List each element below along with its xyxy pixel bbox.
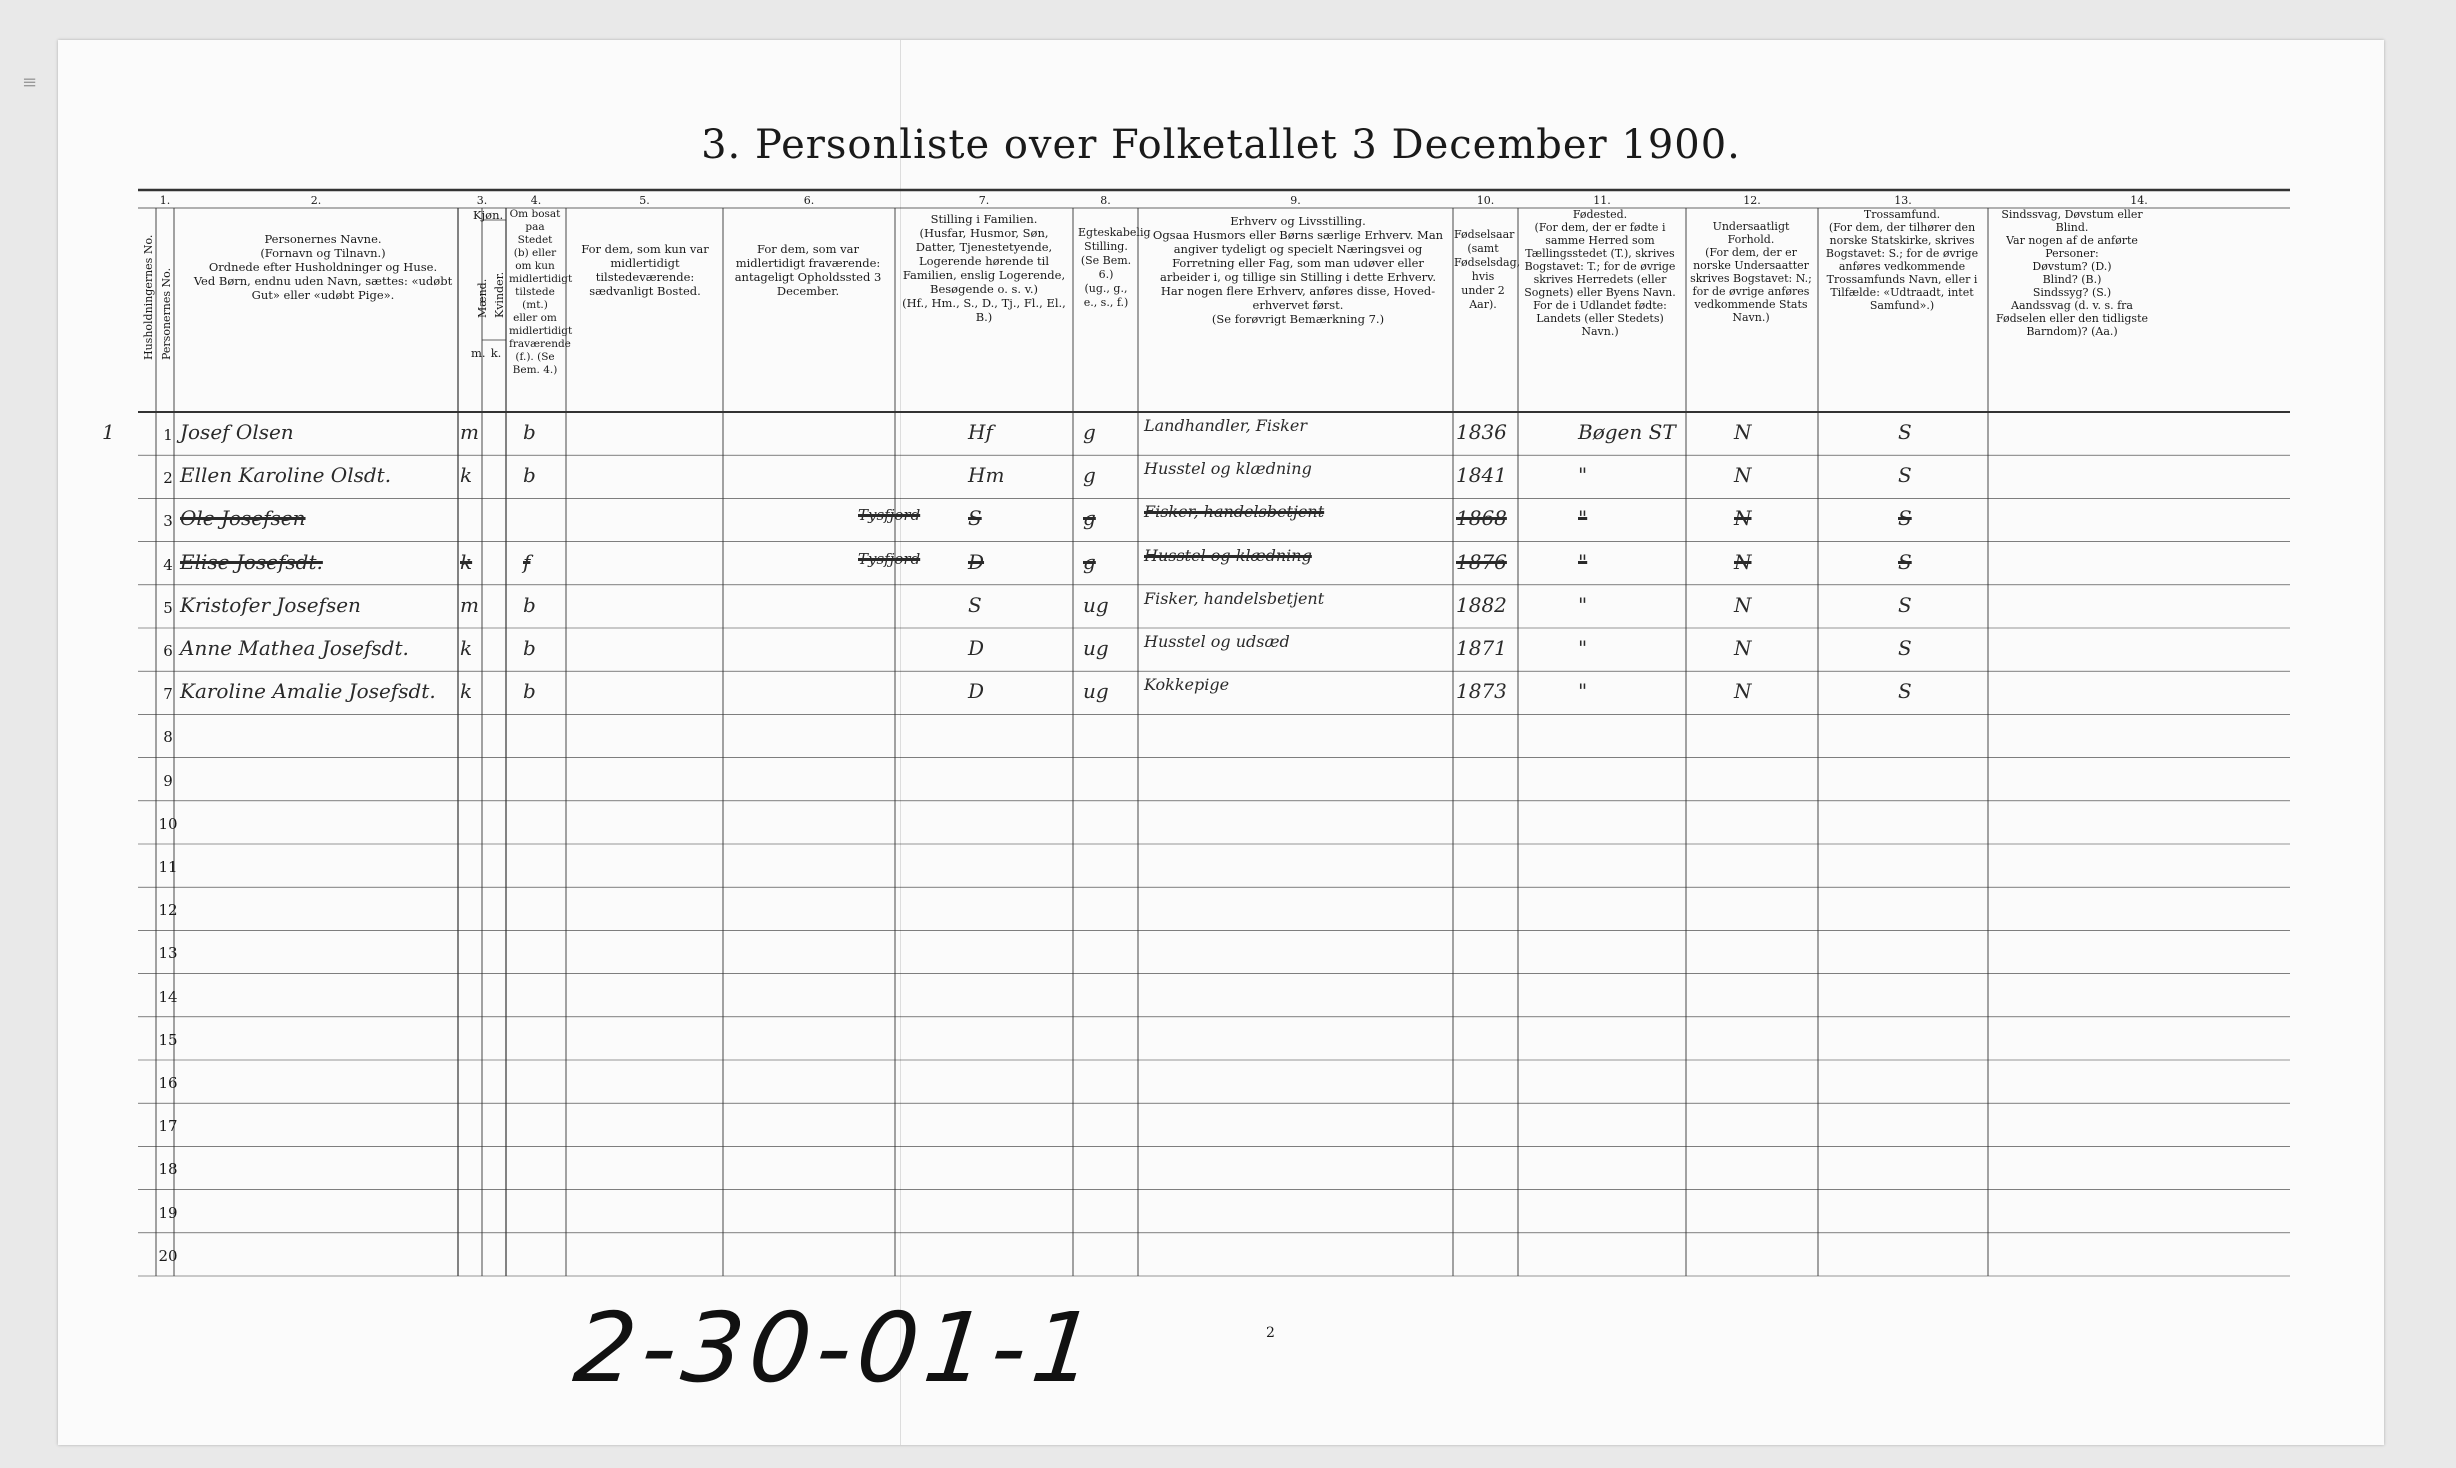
- birthplace: ": [1578, 679, 1588, 704]
- resident-status: b: [523, 463, 536, 488]
- person-name: Ellen Karoline Olsdt.: [180, 463, 392, 488]
- column-number: 13.: [1894, 194, 1912, 207]
- person-name: Josef Olsen: [180, 420, 294, 444]
- resident-status: b: [523, 592, 536, 617]
- column-number: 6.: [803, 194, 815, 207]
- header-sex: Kjøn.: [473, 208, 504, 222]
- birth-year: 1873: [1456, 679, 1507, 704]
- row-number: 7: [163, 685, 173, 704]
- birthplace: ": [1578, 463, 1588, 488]
- marital-status: ug: [1083, 592, 1109, 617]
- row-number: 11: [158, 858, 178, 876]
- citizenship: N: [1734, 549, 1752, 574]
- column-number: 3.: [476, 194, 488, 207]
- occupation: Kokkepige: [1144, 675, 1230, 695]
- column-number: 7.: [978, 194, 990, 207]
- header-men: Mænd.: [476, 278, 489, 318]
- family-position: D: [968, 679, 985, 704]
- family-position: D: [968, 549, 985, 574]
- occupation: Fisker, handelsbetjent: [1144, 502, 1325, 522]
- marital-status: g: [1083, 420, 1096, 444]
- birth-year: 1871: [1456, 636, 1507, 660]
- family-position: S: [968, 506, 982, 531]
- header-marital: Egteskabelig Stilling. (Se Bem. 6.) (ug., g., e., s., f.): [1078, 226, 1151, 309]
- column-number: 10.: [1476, 194, 1495, 207]
- header-birthplace: Fødested. (For dem, der er fødte i samme Herred som Tællingsstedet (T.), skrives Bogstavet: T.; for de øvrige skrives Herredets (eller Sognets) eller Byens Navn. For de i Udlandet fødte: Landets (eller Stedets) Navn.): [1524, 208, 1676, 338]
- column-number: 14.: [2130, 194, 2148, 207]
- occupation: Husstel og klædning: [1144, 459, 1312, 479]
- header-disability: Sindssvag, Døvstum eller Blind. Var nogen af de anførte Personer: Døvstum? (D.) Blind? (B.) Sindssyg? (S.) Aandssvag (d. v. s. fra Fødselen eller den tidligste Barndom)? (Aa.): [1995, 208, 2149, 338]
- marital-status: ug: [1083, 679, 1109, 704]
- header-k: k.: [490, 346, 502, 360]
- marital-status: g: [1083, 463, 1096, 488]
- birth-year: 1868: [1456, 506, 1507, 531]
- birthplace: ": [1578, 636, 1588, 660]
- row-number: 1: [163, 426, 173, 444]
- header-temp-absent: For dem, som var midlertidigt fraværende: antageligt Opholdssted 3 December.: [734, 242, 882, 298]
- census-table: [102, 190, 2290, 1268]
- column-number: 2.: [310, 194, 322, 207]
- row-number: 4: [163, 555, 173, 574]
- column-number: 8.: [1100, 194, 1111, 207]
- sex-mark: k: [460, 549, 473, 574]
- census-sheet: [58, 40, 2384, 1445]
- birth-year: 1876: [1456, 549, 1507, 574]
- header-person-no: Personernes No.: [160, 267, 173, 360]
- page-number: 2: [1266, 1325, 1275, 1341]
- row-number: 6: [163, 642, 173, 660]
- citizenship: N: [1734, 679, 1752, 704]
- family-position: Hm: [968, 463, 1005, 488]
- religion: S: [1898, 463, 1912, 488]
- header-citizenship: Undersaatligt Forhold. (For dem, der er norske Undersaatter skrives Bogstavet: N.; for de øvrige anføres vedkommende Stats Navn.): [1690, 220, 1812, 324]
- household-number: 1: [102, 420, 115, 444]
- row-number: 15: [158, 1030, 178, 1049]
- occupation: Fisker, handelsbetjent: [1144, 588, 1325, 608]
- row-number: 8: [163, 728, 173, 747]
- birthplace: Bøgen ST: [1578, 420, 1676, 444]
- citizenship: N: [1734, 420, 1752, 444]
- row-number: 17: [158, 1117, 178, 1136]
- birthplace: ": [1578, 506, 1588, 531]
- person-name: Kristofer Josefsen: [180, 592, 361, 617]
- sex-mark: m: [460, 420, 479, 444]
- religion: S: [1898, 549, 1912, 574]
- birthplace: ": [1578, 549, 1588, 574]
- person-name: Karoline Amalie Josefsdt.: [180, 679, 436, 704]
- row-number: 9: [163, 771, 173, 790]
- sex-mark: k: [460, 463, 473, 488]
- absent-location: Tysfjord: [858, 549, 921, 568]
- row-number: 18: [158, 1160, 178, 1179]
- sex-mark: k: [460, 636, 473, 660]
- marital-status: g: [1083, 506, 1096, 531]
- header-birth-year: Fødselsaar (samt Fødselsdag, hvis under 2 Aar).: [1454, 228, 1521, 311]
- resident-status: f: [523, 549, 531, 574]
- occupation: Husstel og udsæd: [1144, 632, 1290, 651]
- birthplace: ": [1578, 592, 1588, 617]
- sex-mark: m: [460, 592, 479, 617]
- person-name: Elise Josefsdt.: [180, 549, 323, 574]
- citizenship: N: [1734, 506, 1752, 531]
- header-occupation: Erhverv og Livsstilling. Ogsaa Husmors eller Børns særlige Erhverv. Man angiver tydeligt og specielt Næringsvei og Forretning eller Fag, som man udøver eller arbeider i, og tillige sin Stilling i dette Erhverv. Har nogen flere Erhverv, anføres disse, Hoved-erhvervet først. (Se forøvrigt Bemærkning 7.): [1152, 214, 1444, 326]
- column-number: 4.: [530, 194, 542, 207]
- header-m: m.: [471, 346, 486, 360]
- religion: S: [1898, 506, 1912, 531]
- religion: S: [1898, 636, 1912, 660]
- row-number: 16: [158, 1074, 178, 1092]
- family-position: Hf: [968, 420, 993, 444]
- sex-mark: k: [460, 679, 473, 704]
- row-number: 19: [158, 1203, 178, 1222]
- row-number: 10: [158, 814, 178, 833]
- row-number: 20: [158, 1246, 178, 1265]
- column-number: 1.: [159, 194, 171, 207]
- column-number: 12.: [1743, 194, 1761, 207]
- row-number: 12: [158, 901, 178, 920]
- citizenship: N: [1734, 592, 1752, 617]
- religion: S: [1898, 420, 1912, 444]
- page-title: 3. Personliste over Folketallet 3 December 1900.: [701, 122, 1741, 168]
- archive-reference: 2-30-01-1: [569, 1292, 1106, 1404]
- column-number: 5.: [639, 194, 650, 207]
- person-name: Ole Josefsen: [180, 506, 306, 531]
- religion: S: [1898, 592, 1912, 617]
- absent-location: Tysfjord: [858, 506, 921, 525]
- header-religion: Trossamfund. (For dem, der tilhører den norske Statskirke, skrives Bogstavet: S.; for de øvrige anføres vedkommende Trossamfunds Navn, eller i Tilfælde: «Udtraadt, intet Samfund».): [1825, 208, 1979, 312]
- family-position: D: [968, 636, 985, 660]
- religion: S: [1898, 679, 1912, 704]
- header-family-position: Stilling i Familien. (Husfar, Husmor, Søn, Datter, Tjenestetyende, Logerende hørende til Familien, enslig Logerende, Besøgende o. s. v.) (Hf., Hm., S., D., Tj., Fl., El., B.): [902, 212, 1066, 324]
- header-resident: Om bosat paa Stedet (b) eller om kun midlertidigt tilstede (mt.) eller om midlertidigt fraværende (f.). (Se Bem. 4.): [509, 208, 573, 376]
- header-household-no: Husholdningernes No.: [142, 234, 155, 360]
- row-number: 13: [158, 944, 178, 963]
- birth-year: 1836: [1456, 420, 1507, 444]
- header-names: Personernes Navne. (Fornavn og Tilnavn.) Ordnede efter Husholdninger og Huse. Ved Børn, endnu uden Navn, sættes: «udøbt Gut» eller «udøbt Pige».: [193, 232, 453, 302]
- header-temp-present: For dem, som kun var midlertidigt tilstedeværende: sædvanligt Bosted.: [581, 242, 709, 298]
- resident-status: b: [523, 679, 536, 704]
- edge-mark: ≡: [22, 72, 38, 93]
- header-women: Kvinder.: [493, 271, 506, 318]
- row-number: 3: [163, 512, 173, 531]
- marital-status: g: [1083, 549, 1096, 574]
- row-number: 14: [158, 987, 178, 1006]
- resident-status: b: [523, 420, 536, 444]
- citizenship: N: [1734, 463, 1752, 488]
- column-number: 11.: [1593, 194, 1611, 207]
- occupation: Landhandler, Fisker: [1144, 416, 1307, 435]
- citizenship: N: [1734, 636, 1752, 660]
- column-number: 9.: [1290, 194, 1301, 207]
- family-position: S: [968, 592, 982, 617]
- birth-year: 1882: [1456, 592, 1507, 617]
- row-number: 5: [163, 598, 173, 617]
- person-name: Anne Mathea Josefsdt.: [180, 636, 409, 660]
- occupation: Husstel og klædning: [1144, 545, 1312, 565]
- resident-status: b: [523, 636, 536, 660]
- marital-status: ug: [1083, 636, 1109, 660]
- row-number: 2: [163, 469, 173, 488]
- birth-year: 1841: [1456, 463, 1507, 488]
